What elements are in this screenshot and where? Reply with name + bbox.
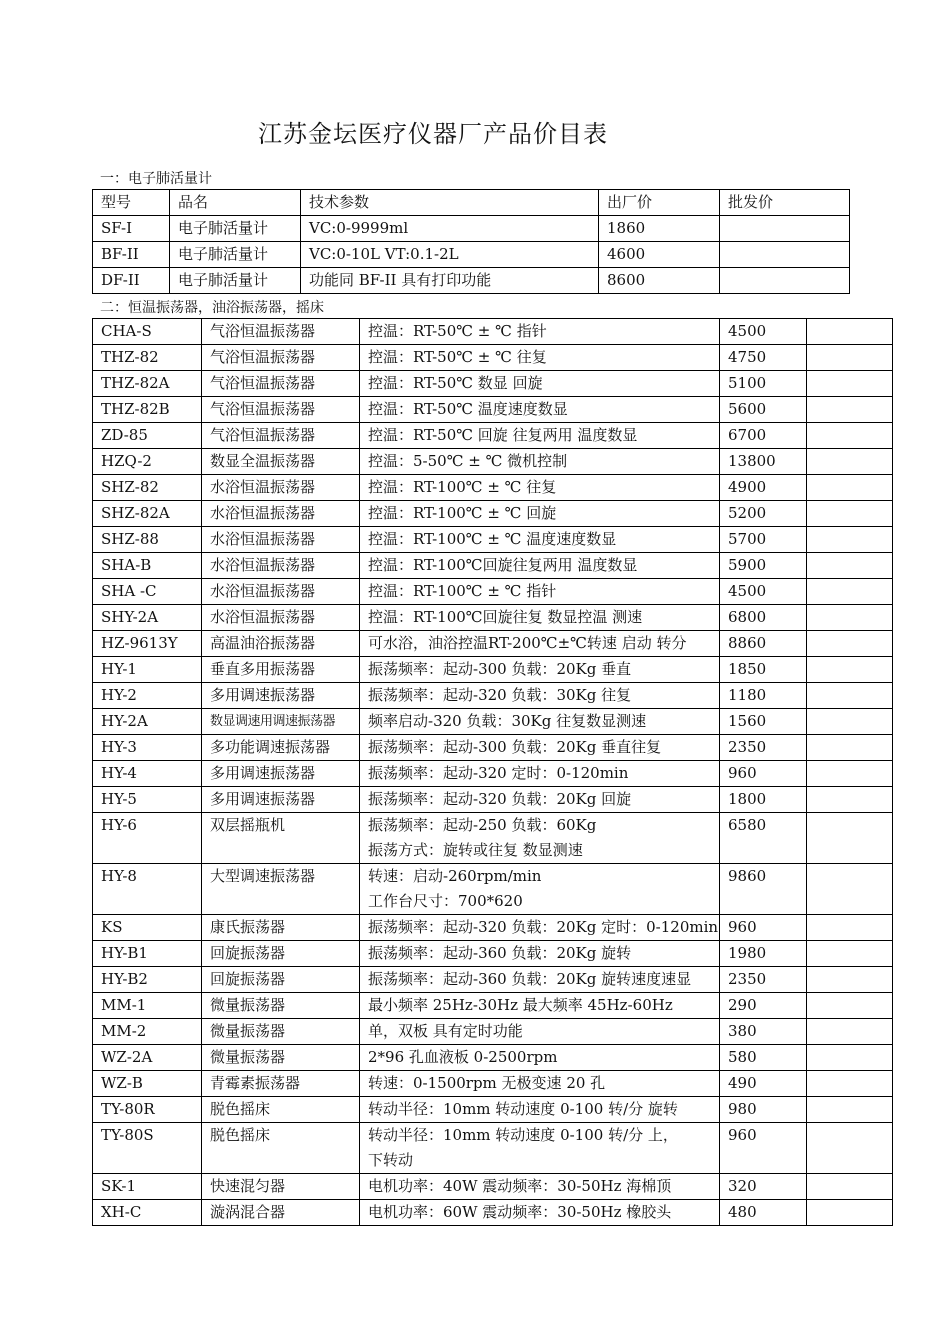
cell-spec: [360, 501, 720, 527]
table-row: [93, 579, 893, 605]
cell-wholesale: [807, 1123, 893, 1174]
cell-model: HY-B2: [93, 967, 202, 993]
cell-model: HY-6: [93, 813, 202, 864]
cell-spec: [360, 1019, 720, 1045]
table-row: [93, 1123, 893, 1174]
cell-spec: [360, 864, 720, 915]
table-row: [93, 683, 893, 709]
cell-price: 580: [720, 1045, 807, 1071]
table-row: [93, 967, 893, 993]
cell-spec: [360, 813, 720, 864]
cell-price: 4750: [720, 345, 807, 371]
table-row: [93, 319, 893, 345]
cell-wholesale-price: [720, 242, 850, 268]
cell-name: 多功能调速振荡器: [202, 735, 360, 761]
cell-name: 电子肺活量计: [170, 268, 301, 294]
cell-spec: [360, 527, 720, 553]
cell-price: 960: [720, 915, 807, 941]
cell-wholesale: [807, 553, 893, 579]
cell-name: 气浴恒温振荡器: [202, 397, 360, 423]
spec-line: 振荡频率：起动-320 负载：20Kg 定时：0-120min: [368, 918, 719, 936]
cell-model: HY-2: [93, 683, 202, 709]
cell-price: 1980: [720, 941, 807, 967]
spec-line: 控温：RT-100℃回旋往复 数显控温 测速: [368, 608, 643, 626]
spec-line: 2*96 孔血液板 0-2500rpm: [368, 1048, 558, 1066]
cell-name: 数显全温振荡器: [202, 449, 360, 475]
spec-line: 振荡频率：起动-300 负载：20Kg 垂直往复: [368, 738, 662, 756]
cell-wholesale: [807, 1097, 893, 1123]
spec-line: 下转动: [368, 1151, 414, 1169]
cell-wholesale: [807, 864, 893, 915]
table-row: [93, 345, 893, 371]
cell-spec: [360, 579, 720, 605]
cell-model: TY-80S: [93, 1123, 202, 1174]
cell-spec: VC:0-10L VT:0.1-2L: [301, 242, 599, 268]
cell-price: 2350: [720, 967, 807, 993]
cell-name: 微量振荡器: [202, 1045, 360, 1071]
cell-model: ZD-85: [93, 423, 202, 449]
cell-name: 青霉素振荡器: [202, 1071, 360, 1097]
cell-wholesale: [807, 1019, 893, 1045]
cell-spec: [360, 631, 720, 657]
shaker-table: [92, 318, 893, 1226]
cell-price: 960: [720, 761, 807, 787]
cell-price: 290: [720, 993, 807, 1019]
cell-model: 型号: [93, 190, 170, 216]
cell-model: TY-80R: [93, 1097, 202, 1123]
table-row: [93, 631, 893, 657]
cell-wholesale: [807, 371, 893, 397]
cell-wholesale: [807, 787, 893, 813]
table-row: [93, 657, 893, 683]
table-row: [93, 397, 893, 423]
cell-spec: [360, 993, 720, 1019]
spec-line: 电机功率：40W 震动频率：30-50Hz 海棉顶: [368, 1177, 672, 1195]
cell-wholesale: [807, 915, 893, 941]
cell-wholesale: [807, 631, 893, 657]
cell-wholesale: [807, 1071, 893, 1097]
cell-factory-price: 8600: [599, 268, 720, 294]
cell-model: HY-8: [93, 864, 202, 915]
cell-name: 微量振荡器: [202, 1019, 360, 1045]
cell-price: 1180: [720, 683, 807, 709]
cell-wholesale: [807, 941, 893, 967]
spec-line: 振荡频率：起动-300 负载：20Kg 垂直: [368, 660, 632, 678]
cell-name: 气浴恒温振荡器: [202, 345, 360, 371]
spec-line: 控温：RT-50℃ ± ℃ 往复: [368, 348, 547, 366]
table-row: [93, 1174, 893, 1200]
cell-spec: [360, 449, 720, 475]
cell-wholesale: [807, 475, 893, 501]
cell-name: 脱色摇床: [202, 1123, 360, 1174]
cell-model: SHA -C: [93, 579, 202, 605]
cell-spec: [360, 423, 720, 449]
cell-model: THZ-82B: [93, 397, 202, 423]
cell-name: 多用调速振荡器: [202, 683, 360, 709]
cell-name: 多用调速振荡器: [202, 787, 360, 813]
cell-price: 980: [720, 1097, 807, 1123]
spec-line: 振荡频率：起动-360 负载：20Kg 旋转: [368, 944, 632, 962]
table-row: [93, 449, 893, 475]
cell-name: 康氏振荡器: [202, 915, 360, 941]
cell-price: 5200: [720, 501, 807, 527]
cell-model: KS: [93, 915, 202, 941]
table-row: [93, 268, 850, 294]
cell-wholesale: [807, 993, 893, 1019]
page-title: 江苏金坛医疗仪器厂产品价目表: [258, 120, 608, 148]
cell-price: 6700: [720, 423, 807, 449]
cell-price: 960: [720, 1123, 807, 1174]
cell-model: HY-2A: [93, 709, 202, 735]
cell-model: HZQ-2: [93, 449, 202, 475]
table-row: [93, 941, 893, 967]
cell-wholesale: [807, 1045, 893, 1071]
table-row: [93, 216, 850, 242]
spec-line: 转速：启动-260rpm/min: [368, 867, 542, 885]
spec-line: 控温：RT-100℃回旋往复两用 温度数显: [368, 556, 638, 574]
table-row: [93, 813, 893, 864]
cell-name: 水浴恒温振荡器: [202, 579, 360, 605]
cell-price: 1850: [720, 657, 807, 683]
cell-spec: [360, 1174, 720, 1200]
spec-line: 控温：RT-50℃ 数显 回旋: [368, 374, 543, 392]
cell-model: SHA-B: [93, 553, 202, 579]
cell-wholesale: [807, 1200, 893, 1226]
table-row: [93, 709, 893, 735]
cell-price: 490: [720, 1071, 807, 1097]
cell-factory-price: 1860: [599, 216, 720, 242]
cell-name: 水浴恒温振荡器: [202, 501, 360, 527]
cell-name: 电子肺活量计: [170, 216, 301, 242]
section2-heading: 二：恒温振荡器，油浴振荡器，摇床: [100, 300, 324, 316]
cell-model: SF-I: [93, 216, 170, 242]
cell-price: 1560: [720, 709, 807, 735]
cell-name: 漩涡混合器: [202, 1200, 360, 1226]
spec-line: 最小频率 25Hz-30Hz 最大频率 45Hz-60Hz: [368, 996, 673, 1014]
cell-price: 6800: [720, 605, 807, 631]
cell-name: 高温油浴振荡器: [202, 631, 360, 657]
cell-spec: [360, 683, 720, 709]
cell-spec: 技术参数: [301, 190, 599, 216]
table-row: [93, 553, 893, 579]
cell-model: SHZ-88: [93, 527, 202, 553]
cell-price: 1800: [720, 787, 807, 813]
cell-factory-price: 4600: [599, 242, 720, 268]
spec-line: 控温：RT-100℃ ± ℃ 指针: [368, 582, 557, 600]
cell-spec: [360, 941, 720, 967]
spec-line: 振荡频率：起动-360 负载：20Kg 旋转速度速显: [368, 970, 692, 988]
spec-line: 控温：RT-50℃ 回旋 往复两用 温度数显: [368, 426, 638, 444]
cell-name: 气浴恒温振荡器: [202, 319, 360, 345]
cell-spec: [360, 1045, 720, 1071]
cell-wholesale: [807, 605, 893, 631]
cell-spec: [360, 319, 720, 345]
table-row: [93, 527, 893, 553]
cell-spec: [360, 967, 720, 993]
cell-name: 电子肺活量计: [170, 242, 301, 268]
cell-spec: [360, 787, 720, 813]
cell-model: CHA-S: [93, 319, 202, 345]
cell-price: 320: [720, 1174, 807, 1200]
table-row: [93, 605, 893, 631]
cell-model: THZ-82: [93, 345, 202, 371]
spec-line: 振荡频率：起动-250 负载：60Kg: [368, 816, 597, 834]
cell-price: 5100: [720, 371, 807, 397]
cell-spec: [360, 371, 720, 397]
cell-wholesale: [807, 423, 893, 449]
cell-model: XH-C: [93, 1200, 202, 1226]
cell-spec: [360, 709, 720, 735]
cell-factory-price: 出厂价: [599, 190, 720, 216]
spec-line: 控温：RT-100℃ ± ℃ 回旋: [368, 504, 557, 522]
cell-name: 脱色摇床: [202, 1097, 360, 1123]
cell-model: MM-1: [93, 993, 202, 1019]
cell-price: 9860: [720, 864, 807, 915]
cell-model: WZ-B: [93, 1071, 202, 1097]
spec-line: 可水浴，油浴控温RT-200℃±℃转速 启动 转分: [368, 634, 687, 652]
table-row: [93, 735, 893, 761]
cell-name: 双层摇瓶机: [202, 813, 360, 864]
cell-wholesale: [807, 813, 893, 864]
cell-model: HY-5: [93, 787, 202, 813]
spec-line: 转速：0-1500rpm 无极变速 20 孔: [368, 1074, 606, 1092]
cell-spec: [360, 1123, 720, 1174]
cell-wholesale: [807, 709, 893, 735]
cell-price: 6580: [720, 813, 807, 864]
spec-line: 振荡频率：起动-320 负载：30Kg 往复: [368, 686, 632, 704]
cell-price: 5700: [720, 527, 807, 553]
cell-spec: [360, 735, 720, 761]
spec-line: 控温：5-50℃ ± ℃ 微机控制: [368, 452, 568, 470]
cell-name: 水浴恒温振荡器: [202, 553, 360, 579]
cell-model: HY-4: [93, 761, 202, 787]
spec-line: 频率启动-320 负载：30Kg 往复数显测速: [368, 712, 647, 730]
cell-wholesale: [807, 397, 893, 423]
cell-spec: [360, 657, 720, 683]
cell-model: HY-B1: [93, 941, 202, 967]
cell-model: SHZ-82A: [93, 501, 202, 527]
cell-wholesale: [807, 683, 893, 709]
table-header-row: [93, 190, 850, 216]
cell-wholesale-price: [720, 216, 850, 242]
cell-wholesale: [807, 345, 893, 371]
cell-name: 多用调速振荡器: [202, 761, 360, 787]
cell-model: WZ-2A: [93, 1045, 202, 1071]
cell-wholesale: [807, 501, 893, 527]
cell-spec: [360, 475, 720, 501]
cell-model: HY-3: [93, 735, 202, 761]
table-row: [93, 761, 893, 787]
spec-line: 振荡方式：旋转或往复 数显测速: [368, 841, 583, 859]
cell-price: 4900: [720, 475, 807, 501]
cell-model: DF-II: [93, 268, 170, 294]
table-row: [93, 787, 893, 813]
cell-model: BF-II: [93, 242, 170, 268]
cell-name: 水浴恒温振荡器: [202, 605, 360, 631]
cell-price: 5900: [720, 553, 807, 579]
spec-line: 控温：RT-50℃ 温度速度数显: [368, 400, 568, 418]
cell-spec: [360, 1200, 720, 1226]
table-row: [93, 864, 893, 915]
cell-wholesale: [807, 735, 893, 761]
table-row: [93, 993, 893, 1019]
cell-name: 气浴恒温振荡器: [202, 371, 360, 397]
cell-spec: VC:0-9999ml: [301, 216, 599, 242]
cell-spec: [360, 553, 720, 579]
cell-model: SHY-2A: [93, 605, 202, 631]
table-row: [93, 1045, 893, 1071]
cell-price: 13800: [720, 449, 807, 475]
table-row: [93, 371, 893, 397]
cell-spec: [360, 1071, 720, 1097]
cell-name: 水浴恒温振荡器: [202, 527, 360, 553]
spec-line: 工作台尺寸：700*620: [368, 892, 523, 910]
cell-spec: [360, 915, 720, 941]
cell-price: 5600: [720, 397, 807, 423]
cell-model: SK-1: [93, 1174, 202, 1200]
cell-model: HY-1: [93, 657, 202, 683]
cell-price: 8860: [720, 631, 807, 657]
spec-line: 控温：RT-50℃ ± ℃ 指针: [368, 322, 547, 340]
table-row: [93, 242, 850, 268]
cell-price: 4500: [720, 319, 807, 345]
spec-line: 转动半径：10mm 转动速度 0-100 转/分 上，: [368, 1126, 678, 1144]
table-row: [93, 423, 893, 449]
cell-spec: 功能同 BF-II 具有打印功能: [301, 268, 599, 294]
cell-price: 480: [720, 1200, 807, 1226]
cell-name: 垂直多用振荡器: [202, 657, 360, 683]
cell-spec: [360, 605, 720, 631]
cell-wholesale: [807, 657, 893, 683]
cell-model: HZ-9613Y: [93, 631, 202, 657]
table-row: [93, 1097, 893, 1123]
cell-model: SHZ-82: [93, 475, 202, 501]
cell-name: 水浴恒温振荡器: [202, 475, 360, 501]
cell-wholesale: [807, 967, 893, 993]
table-row: [93, 1019, 893, 1045]
cell-price: 380: [720, 1019, 807, 1045]
spec-line: 控温：RT-100℃ ± ℃ 温度速度数显: [368, 530, 617, 548]
table-row: [93, 475, 893, 501]
cell-wholesale: [807, 319, 893, 345]
cell-wholesale-price: 批发价: [720, 190, 850, 216]
cell-wholesale: [807, 579, 893, 605]
cell-wholesale: [807, 449, 893, 475]
table-row: [93, 915, 893, 941]
cell-wholesale: [807, 761, 893, 787]
spec-line: 控温：RT-100℃ ± ℃ 往复: [368, 478, 557, 496]
cell-price: 2350: [720, 735, 807, 761]
cell-name: 微量振荡器: [202, 993, 360, 1019]
cell-name: 数显调速用调速振荡器: [202, 709, 360, 735]
spec-line: 电机功率：60W 震动频率：30-50Hz 橡胶头: [368, 1203, 672, 1221]
cell-wholesale: [807, 1174, 893, 1200]
cell-name: 大型调速振荡器: [202, 864, 360, 915]
cell-name: 回旋振荡器: [202, 941, 360, 967]
cell-spec: [360, 761, 720, 787]
cell-name: 品名: [170, 190, 301, 216]
cell-name: 回旋振荡器: [202, 967, 360, 993]
spec-line: 转动半径：10mm 转动速度 0-100 转/分 旋转: [368, 1100, 678, 1118]
spec-line: 单，双板 具有定时功能: [368, 1022, 523, 1040]
cell-wholesale: [807, 527, 893, 553]
cell-spec: [360, 1097, 720, 1123]
cell-spec: [360, 397, 720, 423]
section1-heading: 一：电子肺活量计: [100, 171, 212, 187]
table-row: [93, 501, 893, 527]
spec-line: 振荡频率：起动-320 负载：20Kg 回旋: [368, 790, 632, 808]
table-row: [93, 1071, 893, 1097]
cell-name: 快速混匀器: [202, 1174, 360, 1200]
cell-spec: [360, 345, 720, 371]
cell-price: 4500: [720, 579, 807, 605]
cell-wholesale-price: [720, 268, 850, 294]
cell-model: MM-2: [93, 1019, 202, 1045]
spirometer-table: [92, 189, 850, 294]
spec-line: 振荡频率：起动-320 定时：0-120min: [368, 764, 629, 782]
cell-model: THZ-82A: [93, 371, 202, 397]
table-row: [93, 1200, 893, 1226]
cell-name: 气浴恒温振荡器: [202, 423, 360, 449]
